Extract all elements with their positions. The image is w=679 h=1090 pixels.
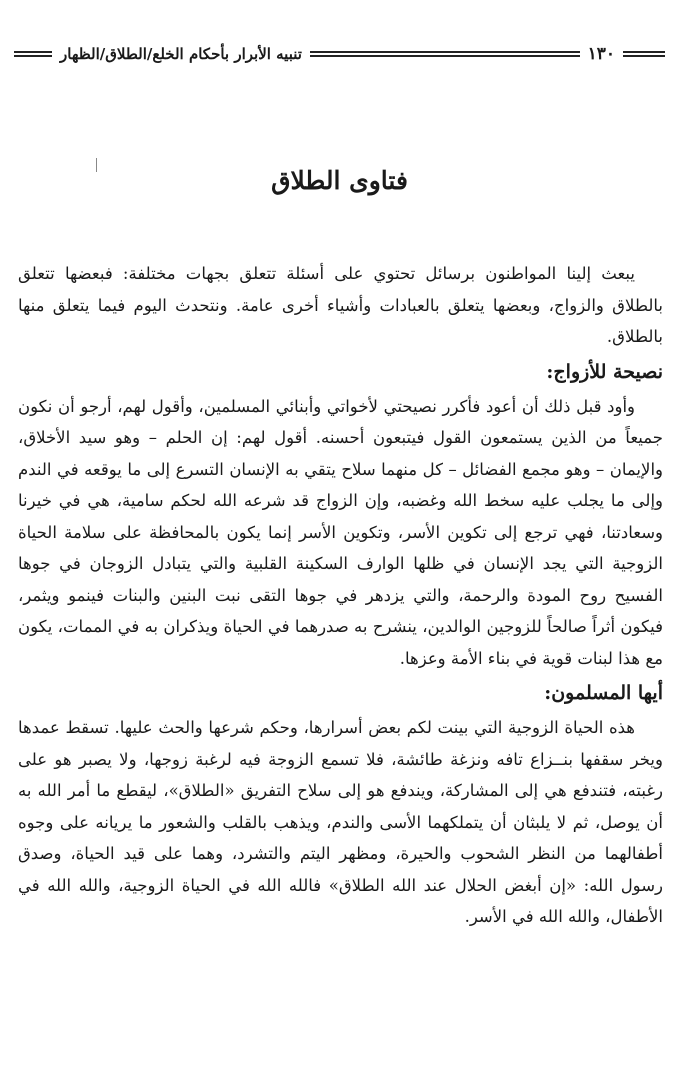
header-rule-left <box>14 51 52 57</box>
running-header <box>14 40 665 68</box>
header-rule-middle <box>310 51 580 57</box>
heading-muslims: أيها المسلمون: <box>544 682 663 704</box>
page-title: فتاوى الطلاق <box>271 166 408 195</box>
header-rule-right <box>623 51 665 57</box>
paragraph-intro: يبعث إلينا المواطنون برسائل تحتوي على أسئلة تتعلق بجهات مختلفة: فبعضها تتعلق بالطلاق والزواج، وبعضها يتعلق بالعبادات وأشياء أخرى عامة. ونتحدث اليوم فيما يتعلق منها بالطلاق. <box>18 264 663 346</box>
heading-advice: نصيحة للأزواج: <box>546 360 663 383</box>
page-number: ١٣٠ <box>587 44 615 64</box>
paragraph-muslims: هذه الحياة الزوجية التي بينت لكم بعض أسرارها، وحكم شرعها والحث عليها. تسقط عمدها ويخر سقفها بنــزاع تافه ونزغة طائشة، فلا تسمع الزوجة فيه لرغبة زوجها، ولا يصبر هو على رغبته، فتندفع هي إلى المشاركة، ويندفع هو إلى سلاح التفريق «الطلاق»، ليقطع ما أمر الله به أن يوصل، ثم لا يلبثان أن يتملكهما الأسى والندم، ويذهب بالقلب والشعور ما يريانه على وجوه أطفالهما من النظر الشحوب والحيرة، ومظهر اليتم والتشرد، وهما على قيد الحياة، وصدق رسول الله: «إن أبغض الحلال عند الله الطلاق» فالله الله في الحياة الزوجية، والله الله في الأطفال، والله الله في الأسر. <box>18 718 663 926</box>
running-title: تنبيه الأبرار بأحكام الخلع/الطلاق/الظهار <box>60 45 302 63</box>
body-text <box>18 258 663 933</box>
paragraph-advice: وأود قبل ذلك أن أعود فأكرر نصيحتي لأخواتي وأبنائي المسلمين، وأقول لهم، أرجو أن نكون جميعاً من الذين يستمعون القول فيتبعون أحسنه. أقول لهم: إن الحلم – وهو سيد الأخلاق، والإيمان – وهو مجمع الفضائل – كل منهما سلاح يتقي به الإنسان التسرع إلى ما يوقعه في الندم وإلى ما يجلب عليه سخط الله وغضبه، وإن الزواج قد شرعه الله لحكم سامية، هي في خيرنا وسعادتنا، فهي ترجع إلى تكوين الأسر، وتكوين الأسر إنما يكون بالمحافظة على سلامة الحياة الزوجية التي يجد الإنسان في ظلها الوارف السكينة القلبية والتي يتبادل الزوجان في جوها الفسيح روح المودة والرحمة، والتي يزدهر في جوها التقى نبت البنين والبنات فينمو ويثمر، فيكون أثراً صالحاً للزوجين الوالدين، ينشرح به صدرهما في الحياة ويذكران به في الممات، يكون مع هذا لبنات قوية في بناء الأمة وعزها. <box>18 396 663 668</box>
